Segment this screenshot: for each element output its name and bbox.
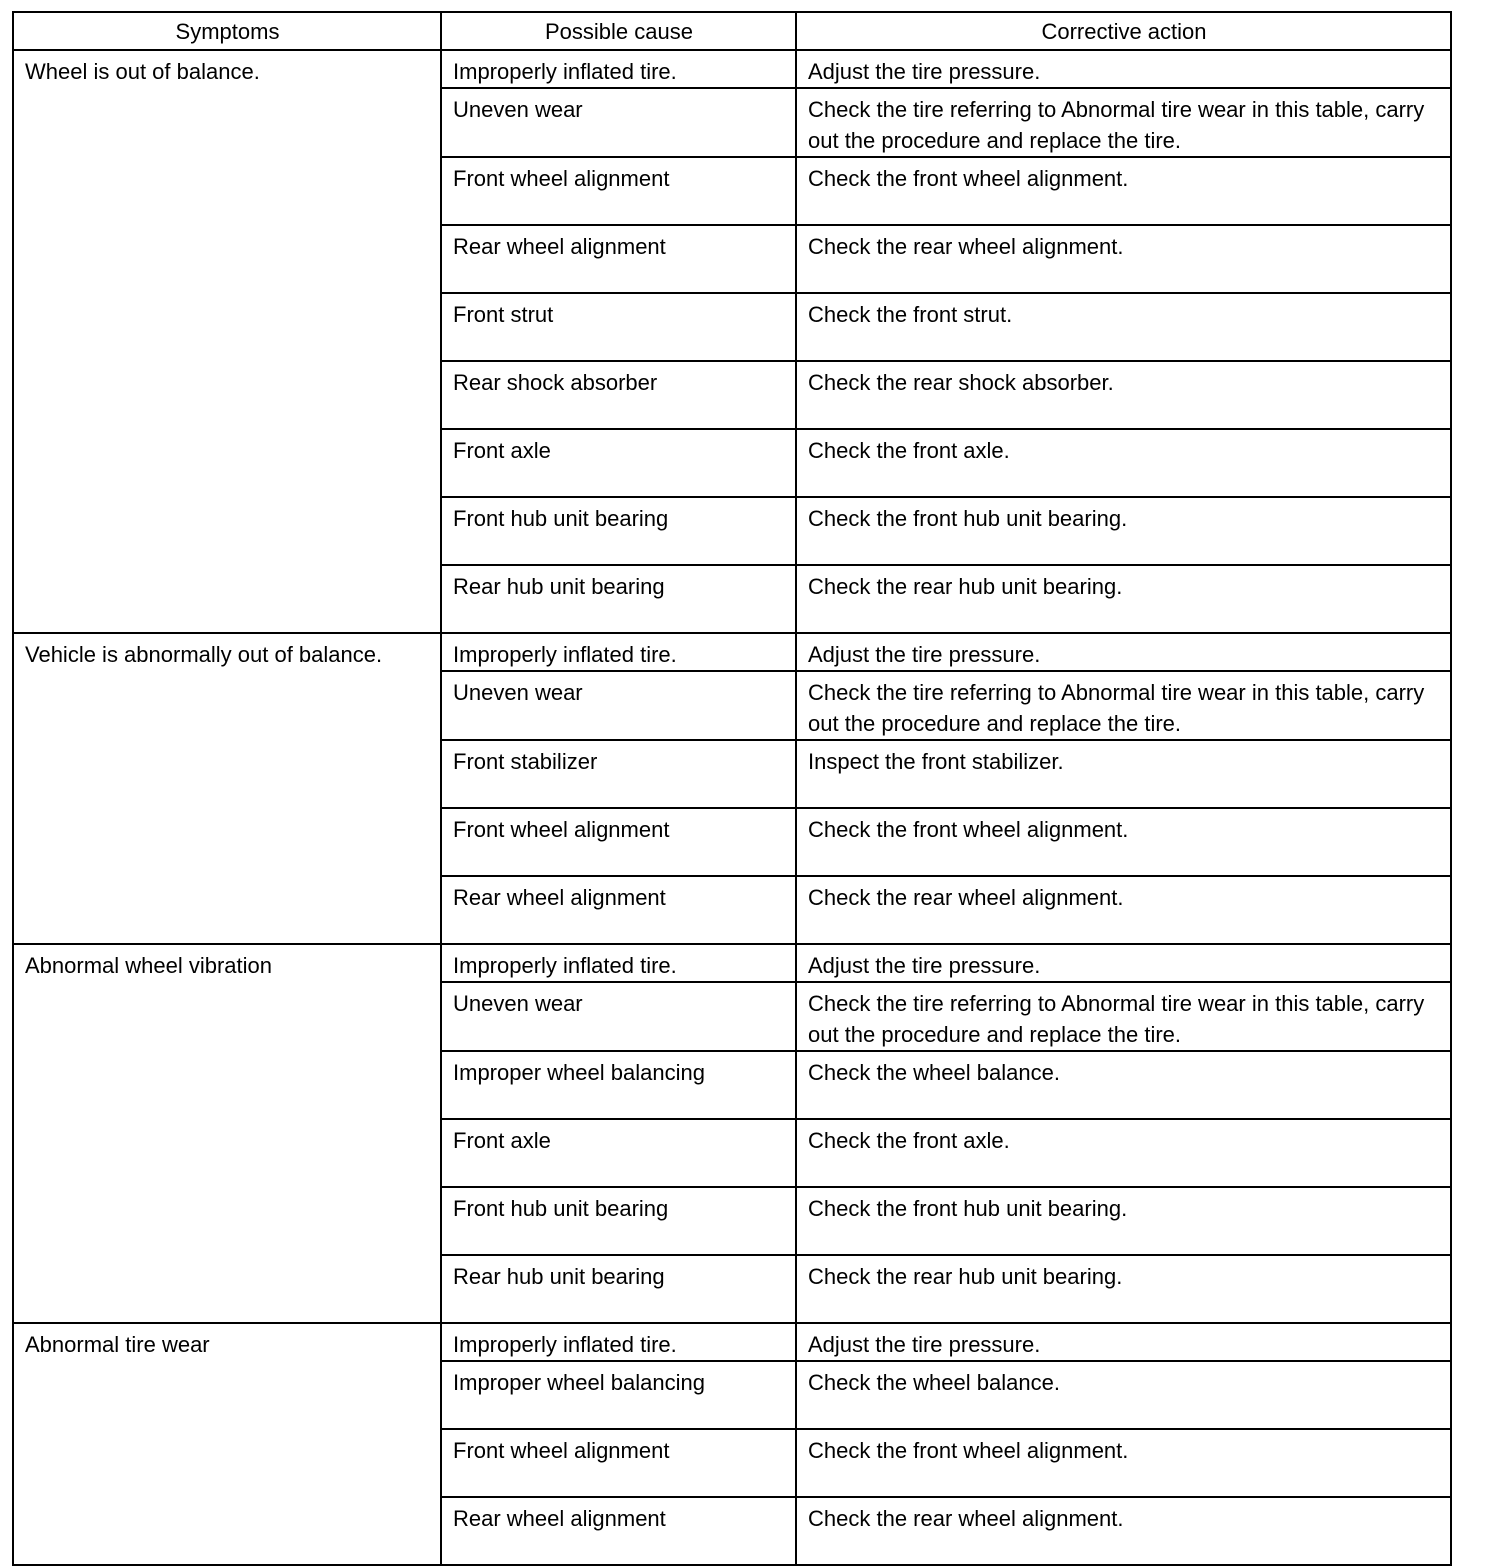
action-cell: Check the tire referring to Abnormal tire wear in this table, carry out the procedure and replace the tire. — [796, 982, 1451, 1051]
cause-cell: Improperly inflated tire. — [441, 944, 796, 982]
symptom-cell: Abnormal tire wear — [13, 1323, 441, 1565]
cause-cell: Front axle — [441, 429, 796, 497]
action-cell: Check the wheel balance. — [796, 1361, 1451, 1429]
cause-cell: Front wheel alignment — [441, 1429, 796, 1497]
action-cell: Check the front hub unit bearing. — [796, 1187, 1451, 1255]
action-cell: Check the rear hub unit bearing. — [796, 1255, 1451, 1323]
action-cell: Check the rear wheel alignment. — [796, 876, 1451, 944]
cause-cell: Improperly inflated tire. — [441, 633, 796, 671]
action-cell: Check the front axle. — [796, 429, 1451, 497]
cause-cell: Front strut — [441, 293, 796, 361]
action-cell: Check the front wheel alignment. — [796, 1429, 1451, 1497]
table-row — [13, 944, 1451, 982]
troubleshooting-table — [12, 11, 1452, 1566]
action-cell: Check the tire referring to Abnormal tire wear in this table, carry out the procedure and replace the tire. — [796, 671, 1451, 740]
cause-cell: Improperly inflated tire. — [441, 1323, 796, 1361]
cause-cell: Rear hub unit bearing — [441, 1255, 796, 1323]
action-cell: Check the front axle. — [796, 1119, 1451, 1187]
action-cell: Adjust the tire pressure. — [796, 633, 1451, 671]
cause-cell: Front wheel alignment — [441, 157, 796, 225]
action-cell: Check the wheel balance. — [796, 1051, 1451, 1119]
cause-cell: Front stabilizer — [441, 740, 796, 808]
action-cell: Adjust the tire pressure. — [796, 1323, 1451, 1361]
cause-cell: Front hub unit bearing — [441, 1187, 796, 1255]
action-cell: Adjust the tire pressure. — [796, 944, 1451, 982]
action-cell: Check the front strut. — [796, 293, 1451, 361]
symptom-cell: Abnormal wheel vibration — [13, 944, 441, 1323]
action-cell: Check the front wheel alignment. — [796, 157, 1451, 225]
table-row — [13, 1323, 1451, 1361]
header-symptoms: Symptoms — [13, 12, 441, 50]
symptom-cell: Wheel is out of balance. — [13, 50, 441, 633]
header-corrective-action: Corrective action — [796, 12, 1451, 50]
cause-cell: Uneven wear — [441, 671, 796, 740]
cause-cell: Front hub unit bearing — [441, 497, 796, 565]
action-cell: Adjust the tire pressure. — [796, 50, 1451, 88]
action-cell: Check the rear wheel alignment. — [796, 225, 1451, 293]
cause-cell: Rear wheel alignment — [441, 1497, 796, 1565]
cause-cell: Rear wheel alignment — [441, 876, 796, 944]
cause-cell: Rear wheel alignment — [441, 225, 796, 293]
cause-cell: Rear hub unit bearing — [441, 565, 796, 633]
action-cell: Check the front hub unit bearing. — [796, 497, 1451, 565]
action-cell: Check the front wheel alignment. — [796, 808, 1451, 876]
action-cell: Check the rear wheel alignment. — [796, 1497, 1451, 1565]
action-cell: Check the rear shock absorber. — [796, 361, 1451, 429]
cause-cell: Improper wheel balancing — [441, 1051, 796, 1119]
table-row — [13, 633, 1451, 671]
action-cell: Inspect the front stabilizer. — [796, 740, 1451, 808]
cause-cell: Improper wheel balancing — [441, 1361, 796, 1429]
cause-cell: Uneven wear — [441, 88, 796, 157]
header-row — [13, 12, 1451, 50]
action-cell: Check the rear hub unit bearing. — [796, 565, 1451, 633]
table-row — [13, 50, 1451, 88]
table-body — [13, 50, 1451, 1565]
header-possible-cause: Possible cause — [441, 12, 796, 50]
action-cell: Check the tire referring to Abnormal tire wear in this table, carry out the procedure and replace the tire. — [796, 88, 1451, 157]
symptom-cell: Vehicle is abnormally out of balance. — [13, 633, 441, 944]
cause-cell: Front axle — [441, 1119, 796, 1187]
cause-cell: Front wheel alignment — [441, 808, 796, 876]
cause-cell: Improperly inflated tire. — [441, 50, 796, 88]
cause-cell: Uneven wear — [441, 982, 796, 1051]
cause-cell: Rear shock absorber — [441, 361, 796, 429]
